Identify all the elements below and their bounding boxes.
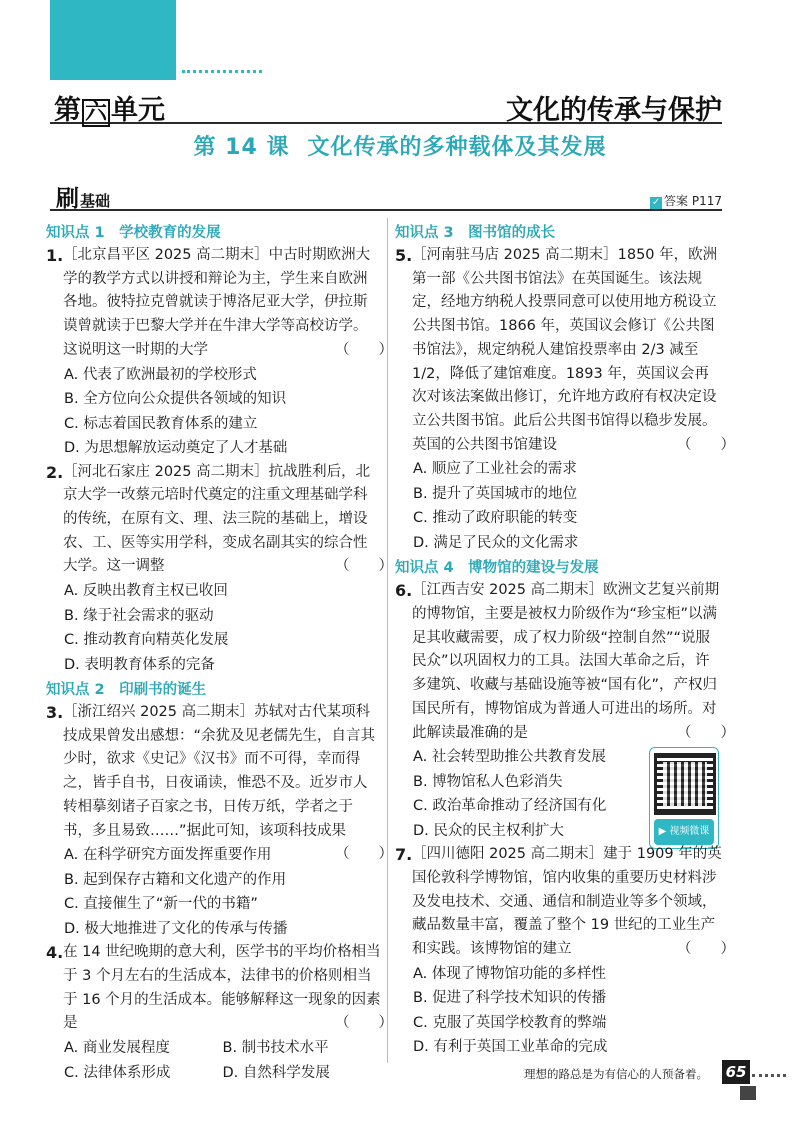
question-stem [395, 244, 735, 457]
question-6-options [395, 745, 723, 843]
unit-header [50, 88, 722, 124]
option-d: D. 为思想解放运动奠定了人才基础 [64, 440, 288, 457]
option-d: D. 极大地推进了文化的传承与传播 [64, 920, 288, 937]
question-text: ［北京昌平区 2025 高二期末］中古时期欧洲大学的教学方式以讲授和辩论为主，学生来自欧洲各地。彼特拉克曾就读于博洛尼亚大学，伊拉斯谟曾就读于巴黎大学并在牛津大学等高校访学。这说明这一时期的大学 [63, 247, 371, 358]
answer-blank: （ ） [335, 1015, 393, 1032]
question-stem [46, 941, 393, 1036]
answer-reference [650, 192, 722, 209]
question-6 [395, 579, 735, 843]
page-number: 65 [722, 1060, 750, 1084]
option-a: A. 在科学研究方面发挥重要作用 [64, 847, 272, 864]
header-dots [182, 70, 262, 73]
option-c: C. 政治革命推动了经济国有化 [413, 798, 607, 815]
qr-frame [649, 747, 719, 849]
answer-text: 答案 P117 [664, 194, 722, 208]
option-b: B. 全方位向公众提供各领域的知识 [64, 391, 287, 408]
answer-blank: （ ） [677, 941, 735, 958]
option-d: D. 满足了民众的文化需求 [413, 534, 579, 551]
page-corner-block [740, 1086, 756, 1100]
question-text: ［四川德阳 2025 高二期末］建于 1909 年的英国伦敦科学博物馆，馆内收集的重要历史材料涉及发电技术、交通、通信和制造业等多个领域，藏品数量丰富，覆盖了整个 19 世纪的工业生产和实践。该博物馆的建立 [412, 846, 722, 958]
answer-blank: （ ） [335, 846, 393, 863]
option-a: A. 反映出教育主权已收回 [64, 583, 228, 600]
video-lesson-qr[interactable] [649, 747, 719, 849]
answer-blank: （ ） [677, 436, 735, 453]
option-c: C. 克服了英国学校教育的弊端 [413, 1014, 607, 1031]
unit-title: 文化的传承与保护 [506, 95, 722, 126]
header-color-block [50, 0, 176, 80]
question-number: 4. [46, 943, 64, 963]
qr-code-icon [654, 753, 716, 815]
answer-blank: （ ） [335, 558, 393, 575]
lesson-name: 文化传承的多种载体及其发展 [307, 135, 607, 160]
question-7 [395, 843, 735, 1060]
section-divider [50, 209, 722, 211]
qr-label: ▶ 视频微课 [654, 819, 714, 845]
question-number: 5. [395, 246, 413, 265]
option-a: A. 代表了欧洲最初的学校形式 [64, 366, 257, 383]
right-column [395, 220, 735, 1060]
option-a: A. 体现了博物馆功能的多样性 [413, 965, 606, 982]
lesson-title [0, 130, 800, 161]
answer-blank: （ ） [677, 724, 735, 741]
option-d: D. 有利于英国工业革命的完成 [413, 1039, 608, 1056]
option-c: C. 直接催生了“新一代的书籍” [64, 896, 258, 913]
question-stem [46, 461, 393, 580]
question-text: ［江西吉安 2025 高二期末］欧洲文艺复兴前期的博物馆，主要是被权力阶级作为“珍宝柜”以满足其收藏需要，成了权力阶级“控制自然”“说服民众”以巩固权力的工具。法国大革命之后，许多建筑、收藏与基础设施等被“国有化”，产权归国民所有，博物馆成为普通人可进出的场所。对此解读最准确的是 [412, 582, 720, 741]
question-1 [46, 244, 393, 461]
question-number: 6. [395, 581, 413, 601]
qr-label-text: 视频微课 [669, 826, 710, 838]
footer-motto: 理想的路总是为有信心的人预备着。 [524, 1067, 708, 1081]
knowledge-point-4: 知识点 4 博物馆的建设与发展 [395, 560, 599, 577]
option-a: A. 社会转型助推公共教育发展 [413, 749, 606, 766]
option-grid [46, 1036, 381, 1085]
check-icon: ✓ [651, 197, 661, 208]
option-b: B. 制书技术水平 [222, 1040, 329, 1057]
question-number: 3. [46, 703, 64, 723]
question-stem [395, 843, 735, 962]
question-text: 在 14 世纪晚期的意大利，医学书的平均价格相当于 3 个月左右的生活成本，法律书的价格则相当于 16 个月的生活成本。能够解释这一现象的因素是 [63, 944, 381, 1032]
option-c: C. 法律体系形成 [64, 1064, 171, 1081]
question-text: ［河北石家庄 2025 高二期末］抗战胜利后，北京大学一改蔡元培时代奠定的注重文理基础学科的传统，在原有文、理、法三院的基础上，增设农、工、医等实用学科，变成名副其实的综合性大学。这一调整 [63, 463, 371, 575]
option-c: C. 标志着国民教育体系的建立 [64, 415, 258, 432]
question-stem [395, 579, 735, 745]
knowledge-point-1: 知识点 1 学校教育的发展 [46, 225, 221, 241]
option-a: A. 顺应了工业社会的需求 [413, 461, 577, 478]
left-column [46, 220, 393, 1085]
question-3 [46, 701, 393, 941]
section-tag-small: 基础 [80, 192, 111, 210]
option-c: C. 推动教育向精英化发展 [64, 632, 229, 649]
unit-suffix: 单元 [111, 95, 166, 126]
unit-label [54, 88, 165, 127]
option-d: D. 民众的民主权利扩大 [413, 822, 564, 839]
option-b: B. 促进了科学技术知识的传播 [413, 990, 607, 1007]
option-a: A. 商业发展程度 [64, 1040, 170, 1057]
option-b: B. 起到保存古籍和文化遗产的作用 [64, 871, 287, 888]
option-d: D. 表明教育体系的完备 [64, 656, 215, 673]
question-number: 2. [46, 462, 64, 482]
question-4 [46, 941, 393, 1085]
question-text: ［浙江绍兴 2025 高二期末］苏轼对古代某项科技成果曾发出感想：“余犹及见老儒先生，自言其少时，欲求《史记》《汉书》而不可得，幸而得之，皆手自书，日夜诵读，惟恐不及。近岁市人转相摹刻诸子百家之书，日传万纸，学者之于书，多且易致……”据此可知，该项科技成果 [63, 704, 376, 839]
option-c: C. 推动了政府职能的转变 [413, 510, 578, 527]
option-b: B. 提升了英国城市的地位 [413, 485, 578, 502]
section-tag-big: 刷 [56, 186, 79, 212]
question-5 [395, 244, 735, 555]
option-b: B. 缘于社会需求的驱动 [64, 607, 214, 624]
answer-blank: （ ） [335, 341, 393, 358]
question-number: 1. [46, 246, 64, 265]
question-number: 7. [395, 845, 413, 865]
question-stem [46, 244, 393, 363]
question-text: ［河南驻马店 2025 高二期末］1850 年，欧洲第一部《公共图书馆法》在英国诞生。该法规定，经地方纳税人投票同意可以使用地方税设立公共图书馆。1866 年，英国议会修订《公共图书馆法》，规定纳税人建馆投票率由 2/3 减至 1/2，降低了建馆难度。1893 年，英国议会再次对该法案做出修订，允许地方政府有权决定设立公共图书馆。此后公共图书馆得以稳步发展。英国的公共图书馆建设 [412, 247, 718, 453]
option-d: D. 自然科学发展 [222, 1064, 330, 1081]
page-dots [752, 1074, 786, 1077]
option-b: B. 博物馆私人色彩消失 [413, 773, 563, 790]
question-2 [46, 461, 393, 678]
unit-number: 六 [82, 99, 110, 127]
knowledge-point-3: 知识点 3 图书馆的成长 [395, 225, 556, 241]
knowledge-point-2: 知识点 2 印刷书的诞生 [46, 682, 207, 699]
unit-prefix: 第 [54, 95, 81, 126]
lesson-number: 第 14 课 [193, 135, 290, 160]
